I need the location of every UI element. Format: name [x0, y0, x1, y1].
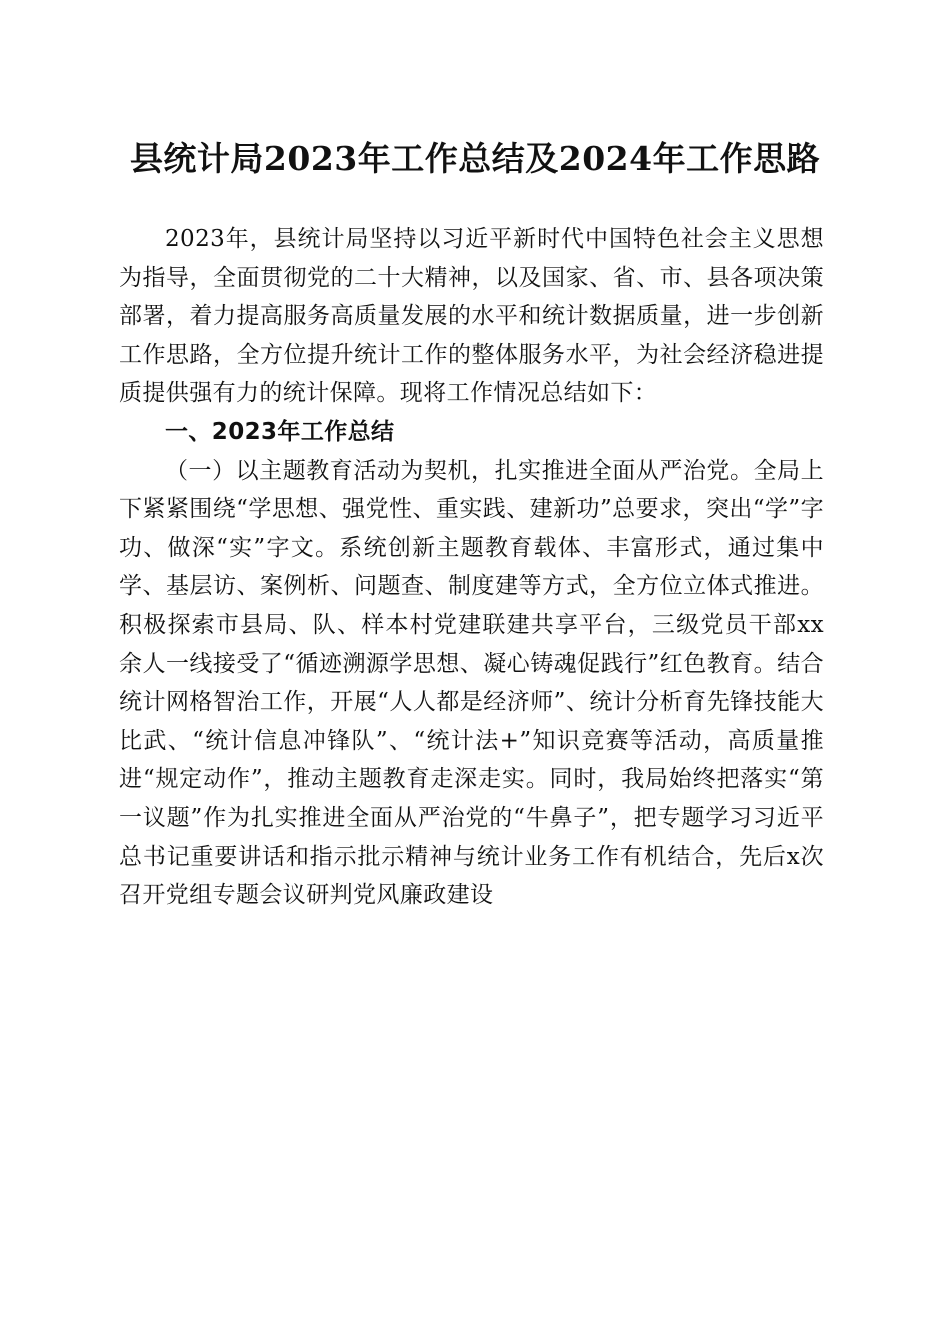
- subsection-body: 全局上下紧紧围绕“学思想、强党性、重实践、建新功”总要求，突出“学”字功、做深“实”字文。系统创新主题教育载体、丰富形式，通过集中学、基层访、案例析、问题查、制度建等方式，全方位立体式推进。积极探索市县局、队、样本村党建联建共享平台，三级党员干部xx余人一线接受了“循迹溯源学思想、凝心铸魂促践行”红色教育。结合统计网格智治工作，开展“人人都是经济师”、统计分析育先锋技能大比武、“统计信息冲锋队”、“统计法+”知识竞赛等活动，高质量推进“规定动作”，推动主题教育走深走实。同时，我局始终把落实“第一议题”作为扎实推进全面从严治党的“牛鼻子”，把专题学习习近平总书记重要讲话和指示批示精神与统计业务工作有机结合，先后x次召开党组专题会议研判党风廉政建设: [119, 457, 824, 909]
- intro-paragraph: 2023年，县统计局坚持以习近平新时代中国特色社会主义思想为指导，全面贯彻党的二十大精神，以及国家、省、市、县各项决策部署，着力提高服务高质量发展的水平和统计数据质量，进一步创新工作思路，全方位提升统计工作的整体服务水平，为社会经济稳进提质提供强有力的统计保障。现将工作情况总结如下：: [119, 226, 824, 407]
- document-body: [119, 220, 824, 915]
- section-heading: 一、2023年工作总结: [165, 418, 395, 445]
- subsection-paragraph: [119, 452, 824, 915]
- document-title: 县统计局2023年工作总结及2024年工作思路: [129, 139, 821, 178]
- subsection-heading: （一）以主题教育活动为契机，扎实推进全面从严治党。: [165, 457, 754, 484]
